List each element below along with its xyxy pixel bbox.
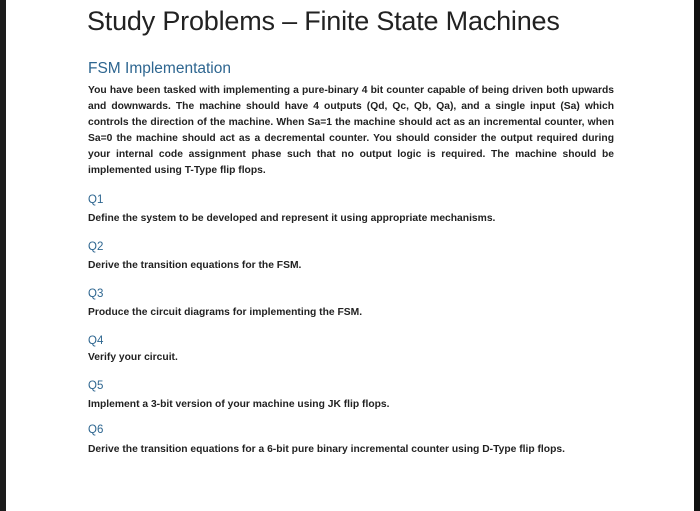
question-text-q4: Verify your circuit. — [88, 352, 178, 363]
page-title: Study Problems – Finite State Machines — [87, 6, 560, 36]
question-text-q6: Derive the transition equations for a 6-bit pure binary incremental counter using D-Type flip flops. — [88, 444, 565, 455]
question-label-q3: Q3 — [88, 288, 104, 300]
question-text-q5: Implement a 3-bit version of your machine using JK flip flops. — [88, 399, 390, 410]
question-text-q3: Produce the circuit diagrams for implementing the FSM. — [88, 307, 363, 318]
question-label-q2: Q2 — [88, 241, 104, 253]
question-label-q6: Q6 — [88, 424, 104, 436]
question-label-q4: Q4 — [88, 335, 104, 347]
question-label-q5: Q5 — [88, 380, 104, 392]
question-text-q1: Define the system to be developed and represent it using appropriate mechanisms. — [88, 213, 496, 224]
question-label-q1: Q1 — [88, 194, 104, 206]
question-text-q2: Derive the transition equations for the FSM. — [88, 260, 302, 271]
section-heading: FSM Implementation — [88, 60, 231, 77]
page-edge — [694, 0, 700, 511]
intro-paragraph: You have been tasked with implementing a pure-binary 4 bit counter capable of being driven both upwards and downwards. The machine should have 4 outputs (Qd, Qc, Qb, Qa), and a single input (Sa) which controls the direction of the machine. When Sa=1 the machine should act as an incremental counter, when Sa=0 the machine should act as a decremental counter. You should consider the output required during your internal code assignment phase such that no output logic is required. The machine should be implemented using T-Type flip flops. — [88, 85, 614, 176]
